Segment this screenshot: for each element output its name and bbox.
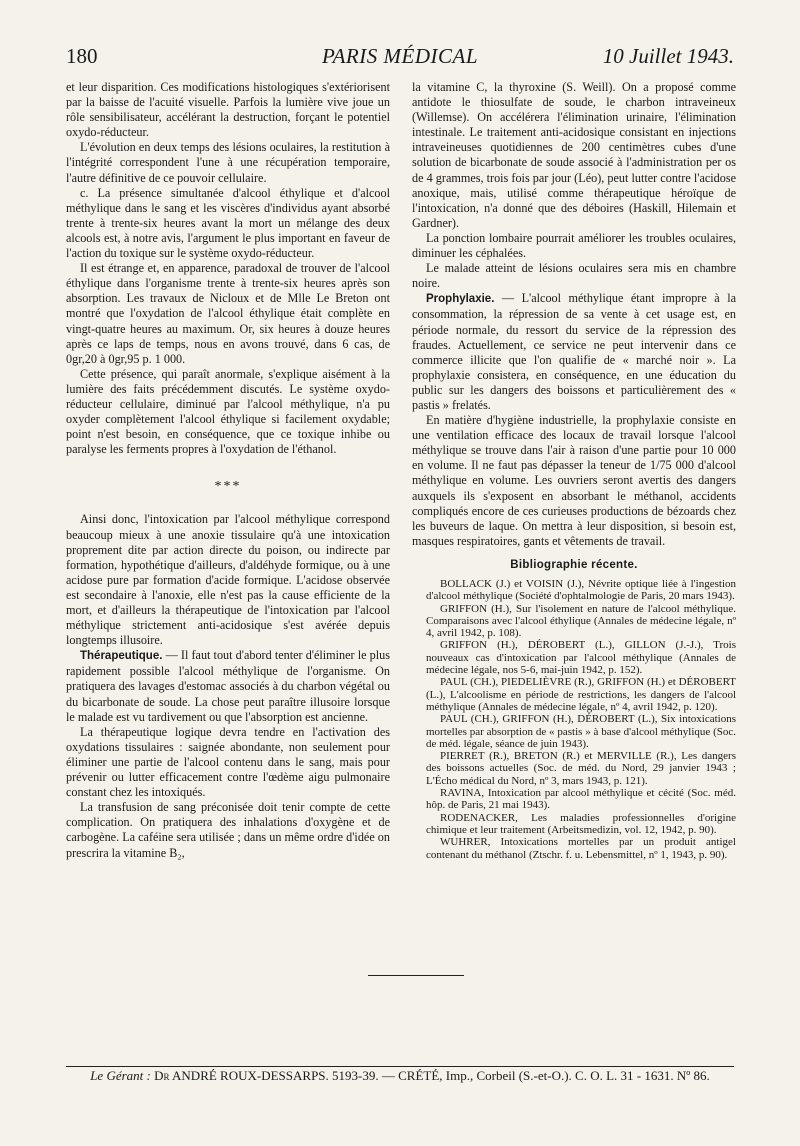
imprint-details: 5193-39. — CRÉTÉ, Imp., Corbeil (S.-et-O.). C. O. L. 31 - 1631. Nº 86. xyxy=(328,1068,710,1083)
paragraph: la vitamine C, la thyroxine (S. Weill). On a proposé comme antidote le thiosulfate de soude, le charbon intraveineux (Willemse). On accélérera l'élimination urinaire, l'élimination intestinale. Le traitement anti-acidosique consistant en injections intraveineuses quotidiennes de 200 centimètres cubes d'une solution de bicarbonate de soude associé à l'administration per os de 4 grammes, trois fois par jour (Léo), peut lutter contre l'acidose anoxique, mais, utilisé comme thérapeutique héroïque de l'intoxication, n'a donné que des déboires (Haskill, Hilemain et Gardner). xyxy=(412,80,736,230)
bibliography-entry: WUHRER, Intoxications mortelles par un produit antigel contenant du méthanol (Ztschr. f. u. Lebensmittel, nº 1, 1943, p. 90). xyxy=(426,836,736,861)
page-header xyxy=(66,44,734,74)
paragraph: c. La présence simultanée d'alcool éthylique et d'alcool méthylique dans le sang et les viscères d'individus ayant absorbé trente à trente-six heures avant la mort un mélange des deux alcools est, à notre avis, l'argument le plus important en faveur de l'action du toxique sur le système oxydo-réducteur. xyxy=(66,185,390,261)
paragraph: La transfusion de sang préconisée doit tenir compte de cette complication. On pratiquera des inhalations d'oxygène et de carbogène. La caféine sera utilisée ; dans un même ordre d'idée on prescrira la vitamine B₂, xyxy=(66,800,390,860)
printer-footer xyxy=(66,1068,734,1084)
paragraph-text: — Il faut tout d'abord tenter d'éliminer le plus rapidement possible l'alcool méthylique de l'organisme. On pratiquera des lavages d'estomac associés à du charbon végétal ou du bicarbonate de soude. La chose peut paraître illusoire lorsque le malade est vu tardivement ou que l'absorption est ancienne. xyxy=(66,648,390,724)
paragraph: La ponction lombaire pourrait améliorer les troubles oculaires, diminuer les céphalées. xyxy=(412,230,736,261)
journal-title: PARIS MÉDICAL xyxy=(321,44,478,68)
paragraph: L'évolution en deux temps des lésions oculaires, la restitution à l'intégrité correspondent l'une à une récupération temporaire, l'autre définitive de ce pouvoir cellulaire. xyxy=(66,140,390,185)
paragraph: Il est étrange et, en apparence, paradoxal de trouver de l'alcool éthylique dans l'organisme trente à trente-six heures après son absorption. Les travaux de Nicloux et de Mlle Le Breton ont montré que l'oxydation de l'alcool éthylique était complète en vingt-quatre heures au maximum. Or, six heures à douze heures après ce laps de temps, nous en avons trouvé, dans 6 cas, de 0gr,20 à 0gr,95 p. 1 000. xyxy=(66,261,390,366)
bibliography-entry: GRIFFON (H.), DÉROBERT (L.), GILLON (J.-J.), Trois nouveaux cas d'intoxication par l'alcool méthylique (Annales de médecine légale, nos 5-6, mai-juin 1942, p. 152). xyxy=(426,639,736,677)
right-column xyxy=(412,80,736,861)
paragraph: Ainsi donc, l'intoxication par l'alcool méthylique correspond beaucoup mieux à une anoxie tissulaire qu'à une intoxication proprement dite par action directe du poison, ou indirecte par formation, hypothétique d'ailleurs, d'aldéhyde formique, ou à une acidose pure par formation d'acide formique. L'acidose observée est secondaire à l'anoxie, elle n'est pas la cause efficiente de la mort, et d'ailleurs la thérapeutique de l'intoxication par l'alcool méthylique strictement anti-acidosique s'est avérée depuis longtemps illusoire. xyxy=(66,512,390,648)
left-column xyxy=(66,80,390,861)
paragraph-prophylaxie xyxy=(412,291,736,413)
subheading-therapeutique: Thérapeutique. xyxy=(80,650,163,663)
bibliography-entry: BOLLACK (J.) et VOISIN (J.), Névrite optique liée à l'ingestion d'alcool méthylique (Société d'ophtalmologie de Paris, 20 mars 1943). xyxy=(426,578,736,603)
end-rule xyxy=(368,975,464,976)
bibliography-heading: Bibliographie récente. xyxy=(510,558,638,571)
page-number: 180 xyxy=(66,44,98,68)
paragraph-text: — L'alcool méthylique étant impropre à la consommation, la répression de sa vente à cet usage est, en période normale, du ressort du service de la répression des fraudes. Actuellement, ce service ne peut intervenir dans ce commerce illicite que l'on qualifie de « marché noir ». La prophylaxie consistera, en conséquence, en une éducation du public sur les dangers des boissons et particulièrement des « pastis » frelatés. xyxy=(412,291,736,412)
paragraph: Le malade atteint de lésions oculaires sera mis en chambre noire. xyxy=(412,261,736,291)
footer-rule xyxy=(66,1066,734,1067)
paragraph: et leur disparition. Ces modifications histologiques s'extériorisent par la baisse de l'acuité visuelle. Parfois la lumière vive joue un rôle sensibilisateur, accélérant la destruction, forçant le potentiel oxydo-réducteur. xyxy=(66,80,390,140)
bibliography-entry: RODENACKER, Les maladies professionnelles d'origine chimique et leur traitement (Arbeitsmedizin, vol. 12, 1942, p. 90). xyxy=(426,811,736,836)
bibliography-entry: GRIFFON (H.), Sur l'isolement en nature de l'alcool méthylique. Comparaisons avec l'alcool éthylique (Annales de médecine légale, nº 4, avril 1942, p. 108). xyxy=(426,602,736,640)
bibliography-entry: PAUL (CH.), GRIFFON (H.), DÉROBERT (L.), Six intoxications mortelles par absorption de « pastis » à base d'alcool méthylique (Soc. de méd. légale, séance de juin 1943). xyxy=(426,713,736,750)
paragraph: Cette présence, qui paraît anormale, s'explique aisément à la lumière des faits précédemment discutés. Le système oxydo-réducteur cellulaire, diminué par l'alcool méthylique, n'a pu oxyder complètement l'alcool éthylique si facilement oxydable; point n'est besoin, en conséquence, que ce toxique inhibe ou paralyse les ferments propres à l'oxydation de l'éthanol. xyxy=(66,366,390,457)
bibliography-entry: PAUL (CH.), PIEDELIÈVRE (R.), GRIFFON (H.) et DÉROBERT (L.), L'alcoolisme en période de restrictions, les dangers de l'alcool méthylique (Annales de médecine légale, nº 4, avril 1942, p. 120). xyxy=(426,676,736,713)
paragraph: En matière d'hygiène industrielle, la prophylaxie consiste en une ventilation efficace des locaux de travail lorsque l'alcool méthylique se trouve dans l'air à raison d'une partie pour 10 000 en volume. Il ne faut pas dépasser la teneur de 1/75 000 d'alcool méthylique en volume. Les ouvriers seront avertis des dangers auxquels ils s'exposent en absorbant le méthanol, accidents compliqués encore de ces curieuses productions de bézoards chez les buveurs de laque. On mettra à leur disposition, si besoin est, masques respiratoires, gants et vêtements de travail. xyxy=(412,413,736,548)
paragraph-therapeutique xyxy=(66,648,390,724)
gerant-label: Le Gérant : xyxy=(90,1068,151,1083)
paragraph: La thérapeutique logique devra tendre en l'activation des oxydations tissulaires : saignée abondante, non seulement pour éliminer une partie de l'alcool contenu dans le sang, mais pour prévenir ou lutter efficacement contre l'œdème aigu pulmonaire constant chez les intoxiqués. xyxy=(66,724,390,800)
bibliography-entry: PIERRET (R.), BRETON (R.) et MERVILLE (R.), Les dangers des boissons actuelles (Soc. de méd. du Nord, 29 janvier 1943 ; L'Écho médical du Nord, nº 3, mars 1943, p. 121). xyxy=(426,750,736,787)
gerant-name: Dr ANDRÉ ROUX-DESSARPS. xyxy=(150,1068,329,1083)
subheading-prophylaxie: Prophylaxie. xyxy=(426,293,495,306)
issue-date: 10 Juillet 1943. xyxy=(602,44,734,68)
section-separator: *** xyxy=(214,479,242,495)
bibliography-entry: RAVINA, Intoxication par alcool méthylique et cécité (Soc. méd. hôp. de Paris, 21 mai 1943). xyxy=(426,787,736,812)
